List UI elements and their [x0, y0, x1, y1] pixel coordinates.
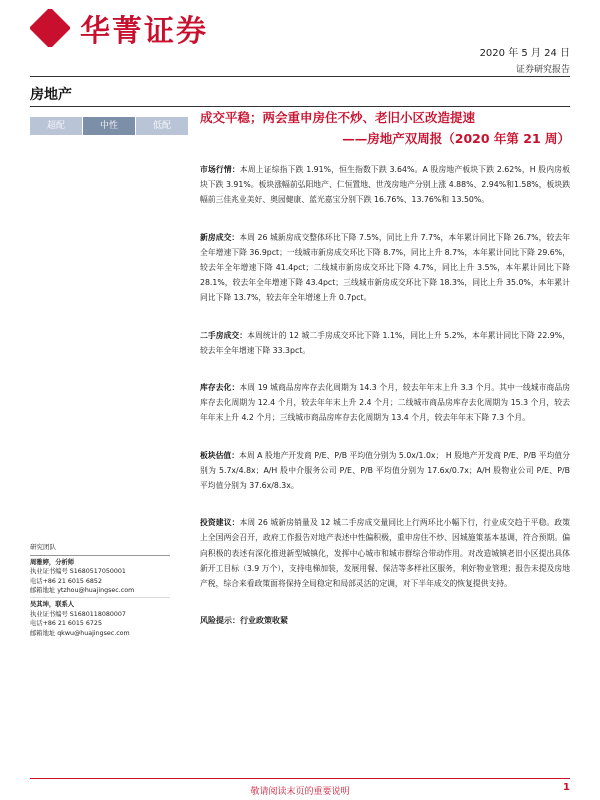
- rating-overweight: 超配: [30, 117, 82, 135]
- section-label: 二手房成交：: [200, 330, 248, 340]
- report-type: 证券研究报告: [515, 65, 570, 75]
- analyst-cert: 执业证书编号 S1680517050001: [30, 568, 126, 576]
- section-second-hand: [200, 328, 570, 358]
- analyst-card: [30, 558, 170, 596]
- team-heading: 研究团队: [30, 543, 170, 556]
- section-investment: [200, 515, 570, 591]
- analyst-phone: 电话+86 21 6015 6725: [30, 620, 102, 628]
- section-label: 投资建议：: [200, 518, 240, 528]
- section-text: 本周 19 城商品房库存去化周期为 14.3 个月，较去年年末上升 3.3 个月。其中一线城市商品房库存去化周期为 12.4 个月，较去年年末上升 2.4 个月；二线城市商品房库存去化周期为 15.3 个月，较去年年末上升 4.2 个月；三线城市商品房库存去化周期为 13.4 个月，较去年年末下降 7.3 个月。: [200, 383, 570, 423]
- industry-divider: [30, 106, 570, 107]
- report-body: [200, 162, 570, 628]
- section-label: 新房成交：: [200, 232, 240, 242]
- rating-underweight: 低配: [136, 117, 188, 135]
- analyst-email[interactable]: 邮箱地址 qkwu@huajingsec.com: [30, 629, 130, 637]
- industry-name: 房地产: [30, 87, 72, 103]
- footer-notice[interactable]: 敬请阅读末页的重要说明: [250, 787, 350, 797]
- footer-divider: [30, 778, 570, 779]
- risk-warning: 风险提示：行业政策收紧: [200, 616, 288, 626]
- page-footer: [0, 776, 600, 800]
- header-divider: [30, 76, 570, 77]
- section-text: 本周 26 城新房销量及 12 城二手房成交量同比上行两环比小幅下行，行业成交趋于平稳。政策上全国两会召开，政府工作报告对地产表述中性偏积极，重申房住不炒、因城施策基本基调，符合预期。偏向积极的表述有深化推进新型城镇化，发挥中心城市和城市群综合带动作用。对改造城镇老旧小区提出具体新开工目标（3.9 万个），支持电梯加装，发展用餐、保洁等多样社区服务，利好物业管理；报告未提及房地产税，综合来看政策面将保持全局稳定和局部灵活的定调，对下半年成交的恢复提供支持。: [200, 518, 570, 589]
- section-valuation: [200, 448, 570, 494]
- section-label: 市场行情：: [200, 165, 240, 174]
- analyst-card: [30, 600, 170, 638]
- analyst-email[interactable]: 邮箱地址 ytzhou@huajingsec.com: [30, 587, 135, 595]
- analyst-cert: 执业证书编号 S1680118080007: [30, 610, 126, 618]
- rating-bar: [30, 117, 188, 135]
- report-date: 2020 年 5 月 24 日: [479, 48, 570, 59]
- section-text: 本周 A 股地产开发商 P/E、P/B 平均值分别为 5.0x/1.0x； H 股地产开发商 P/E、P/B 平均值分别为 5.7x/4.8x；A/H 股中介服务公司 P/E、P/B 平均值分别为 17.6x/0.7x；A/H 股物业公司 P/E、P/B 平均值分别为 37.6x/8.3x。: [200, 450, 570, 491]
- section-label: 板块估值：: [200, 450, 240, 460]
- page-number: 1: [563, 782, 570, 793]
- report-title: 成交平稳；两会重申房住不炒、老旧小区改造提速: [200, 110, 476, 125]
- rating-neutral: 中性: [83, 117, 135, 135]
- section-inventory: [200, 380, 570, 426]
- report-subtitle: ——房地产双周报（2020 年第 21 周）: [342, 131, 570, 146]
- section-text: 本周 26 城新房成交整体环比下降 7.5%，同比上升 7.7%，本年累计同比下降 26.7%，较去年全年增速下降 36.9pct；一线城市新房成交环比下降 8.7%，同比上升 8.7%，本年累计同比下降 29.6%，较去年全年增速下降 41.4pct；二线城市新房成交环比下降 4.7%，同比上升 3.5%，本年累计同比下降 28.1%，较去年全年增速下降 43.4pct；三线城市新房成交环比下降 18.3%，同比上升 35.0%，本年累计同比下降 13.7%，较去年全年增速上升 0.7pct。: [200, 232, 571, 303]
- section-text: 本周统计的 12 城二手房成交环比下降 1.1%，同比上升 5.2%，本年累计同比下降 22.9%，较去年全年增速下降 33.3pct。: [200, 330, 571, 355]
- analyst-divider: [30, 597, 170, 598]
- brand-logo: [30, 6, 208, 50]
- section-new-homes: [200, 230, 570, 306]
- analyst-name: 吴其坤，联系人: [30, 600, 75, 608]
- brand-name: 华菁证券: [80, 14, 208, 49]
- analyst-name: 周雅婷，分析师: [30, 558, 75, 566]
- logo-mark-icon: [30, 9, 70, 47]
- research-team: [30, 543, 170, 638]
- section-text: 本周上证综指下跌 1.91%，恒生指数下跌 3.64%。A 股房地产板块下跌 2.62%，H 股内房板块下跌 3.91%。板块涨幅前弘阳地产、仁恒置地、世茂房地产分别上涨 4.88%、2.94%和1.58%，板块跌幅前三佳兆业美好、奥园健康、蓝光嘉宝分别下跌 16.76%、13.76%和 13.50%。: [200, 165, 570, 205]
- section-label: 库存去化：: [200, 383, 240, 393]
- analyst-phone: 电话+86 21 6015 6852: [30, 577, 102, 585]
- section-market: [200, 162, 570, 208]
